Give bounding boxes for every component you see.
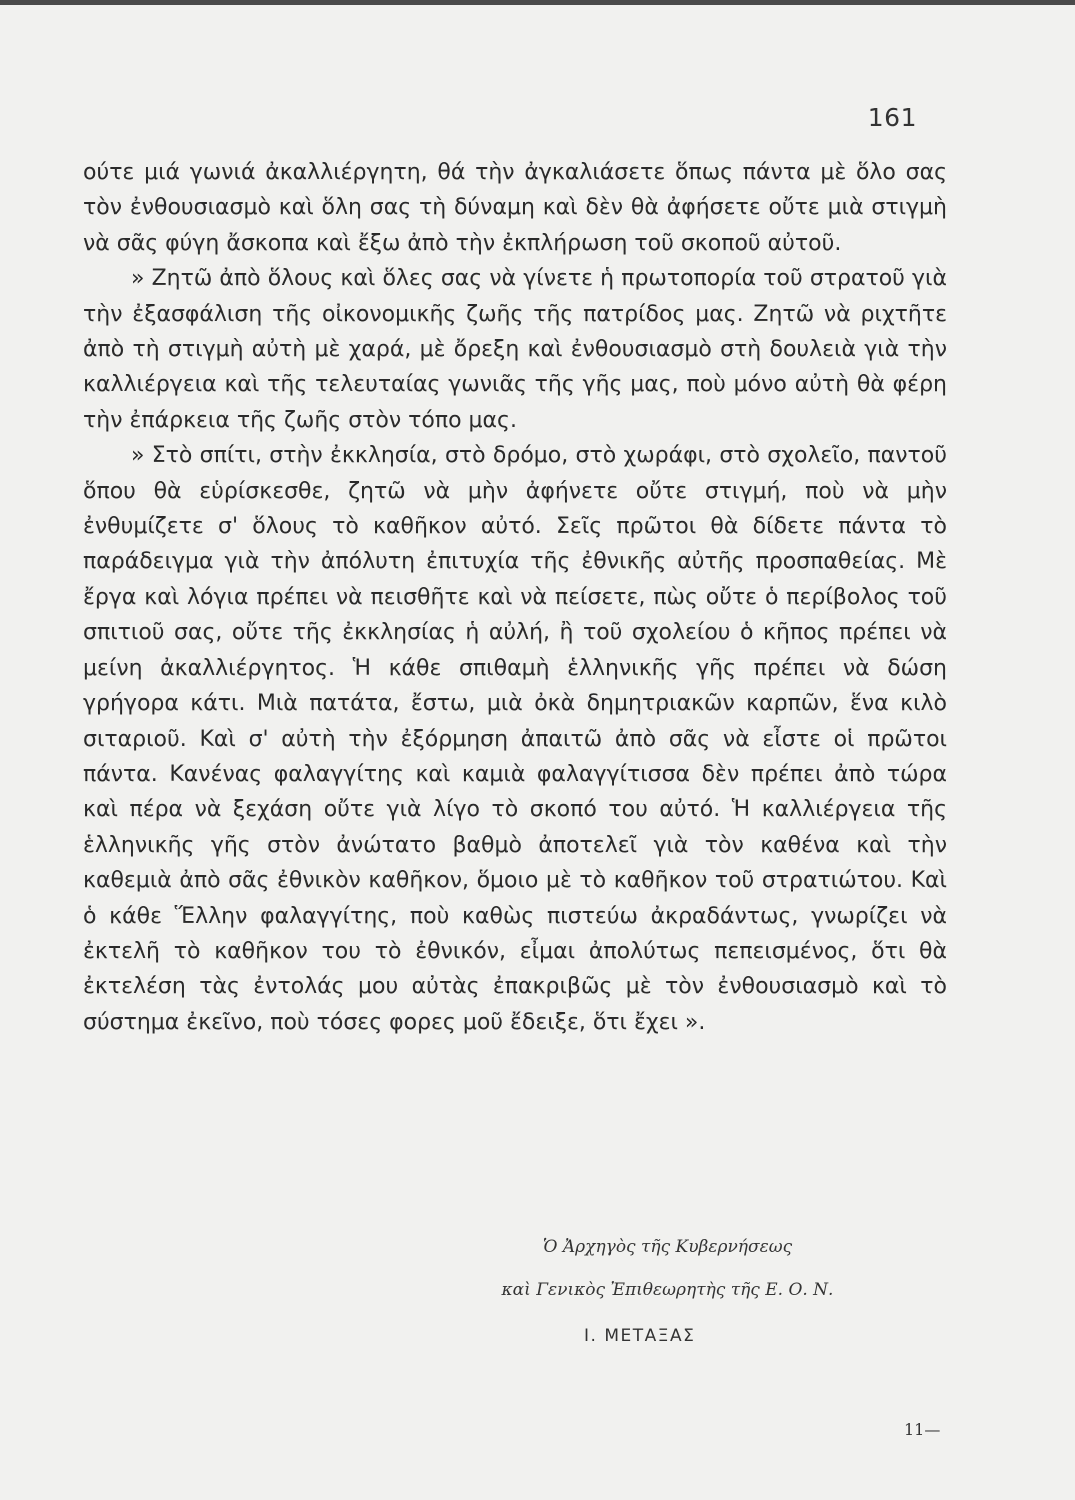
paragraph-3: » Στὸ σπίτι, στὴν ἐκκλησία, στὸ δρόμο, στὸ χωράφι, στὸ σχολεῖο, παντοῦ ὅπου θὰ εὑρίσκεσθε, ζητῶ νὰ μὴν ἀφήνετε οὔτε στιγμή, ποὺ νὰ μὴν ἐνθυμίζετε σ' ὅλους τὸ καθῆκον αὐτό. Σεῖς πρῶτοι θὰ δίδετε πάντα τὸ παράδειγμα γιὰ τὴν ἀπόλυτη ἐπιτυχία τῆς ἐθνικῆς αὐτῆς προσπαθείας. Μὲ ἔργα καὶ λόγια πρέπει νὰ πεισθῆτε καὶ νὰ πείσετε, πὼς οὔτε ὁ περίβολος τοῦ σπιτιοῦ σας, οὔτε τῆς ἐκκλησίας ἡ αὐλή, ἢ τοῦ σχολείου ὁ κῆπος πρέπει νὰ μείνη ἀκαλλιέργητος. Ἡ κάθε σπιθαμὴ ἑλληνικῆς γῆς πρέπει νὰ δώση γρήγορα κάτι. Μιὰ πατάτα, ἔστω, μιὰ ὀκὰ δημητριακῶν καρπῶν, ἕνα κιλὸ σιταριοῦ. Καὶ σ' αὐτὴ τὴν ἐξόρμηση ἀπαιτῶ ἀπὸ σᾶς νὰ εἶστε οἱ πρῶτοι πάντα. Κανένας φαλαγγίτης καὶ καμιὰ φαλαγγίτισσα δὲν πρέπει ἀπὸ τώρα καὶ πέρα νὰ ξεχάση οὔτε γιὰ λίγο τὸ σκοπό του αὐτό. Ἡ καλλιέργεια τῆς ἑλληνικῆς γῆς στὸν ἀνώτατο βαθμὸ ἀποτελεῖ γιὰ τὸν καθένα καὶ τὴν καθεμιὰ ἀπὸ σᾶς ἐθνικὸν καθῆκον, ὅμοιο μὲ τὸ καθῆκον τοῦ στρατιώτου. Καὶ ὁ κάθε Ἕλλην φαλαγγίτης, ποὺ καθὼς πιστεύω ἀκραδάντως, γνωρίζει νὰ ἐκτελῆ τὸ καθῆκον του τὸ ἐθνικόν, εἶμαι ἀπολύτως πεπεισμένος, ὅτι θὰ ἐκτελέση τὰς ἐντολάς μου αὐτὰς ἐπακριβῶς μὲ τὸν ἐνθουσιασμὸ καὶ τὸ σύστημα ἐκεῖνο, ποὺ τόσες φορες μοῦ ἔδειξε, ὅτι ἔχει ». [83, 443, 947, 1035]
signature-title-line-2: καὶ Γενικὸς Ἐπιθεωρητὴς τῆς Ε. Ο. Ν. [501, 1280, 834, 1300]
page-number: 161 [867, 103, 917, 132]
signature-mark: 11— [904, 1420, 941, 1439]
page-top-edge [0, 0, 1075, 5]
paragraph-1: ούτε μιά γωνιά ἀκαλλιέργητη, θά τὴν ἀγκαλιάσετε ὅπως πάντα μὲ ὅλο σας τὸν ἐνθουσιασμὸ καὶ ὅλη σας τὴ δύναμη καὶ δὲν θὰ ἀφήσετε οὔτε μιὰ στιγμὴ νὰ σᾶς φύγη ἄσκοπα καὶ ἔξω ἀπὸ τὴν ἐκπλήρωση τοῦ σκοποῦ αὐτοῦ. [83, 160, 947, 256]
paragraph-2: » Ζητῶ ἀπὸ ὅλους καὶ ὅλες σας νὰ γίνετε ἡ πρωτοπορία τοῦ στρατοῦ γιὰ τὴν ἐξασφάλιση τῆς οἰκονομικῆς ζωῆς τῆς πατρίδος μας. Ζητῶ νὰ ριχτῆτε ἀπὸ τὴ στιγμὴ αὐτὴ μὲ χαρά, μὲ ὄρεξη καὶ ἐνθουσιασμὸ στὴ δουλειὰ γιὰ τὴν καλλιέργεια καὶ τῆς τελευταίας γωνιᾶς τῆς γῆς μας, ποὺ μόνο αὐτὴ θὰ φέρη τὴν ἐπάρκεια τῆς ζωῆς στὸν τόπο μας. [83, 266, 947, 433]
signature-name: Ι. ΜΕΤΑΞΑΣ [584, 1326, 696, 1346]
signature-title-line-1: Ὁ Ἀρχηγὸς τῆς Κυβερνήσεως [542, 1237, 793, 1257]
body-text [83, 155, 947, 1040]
